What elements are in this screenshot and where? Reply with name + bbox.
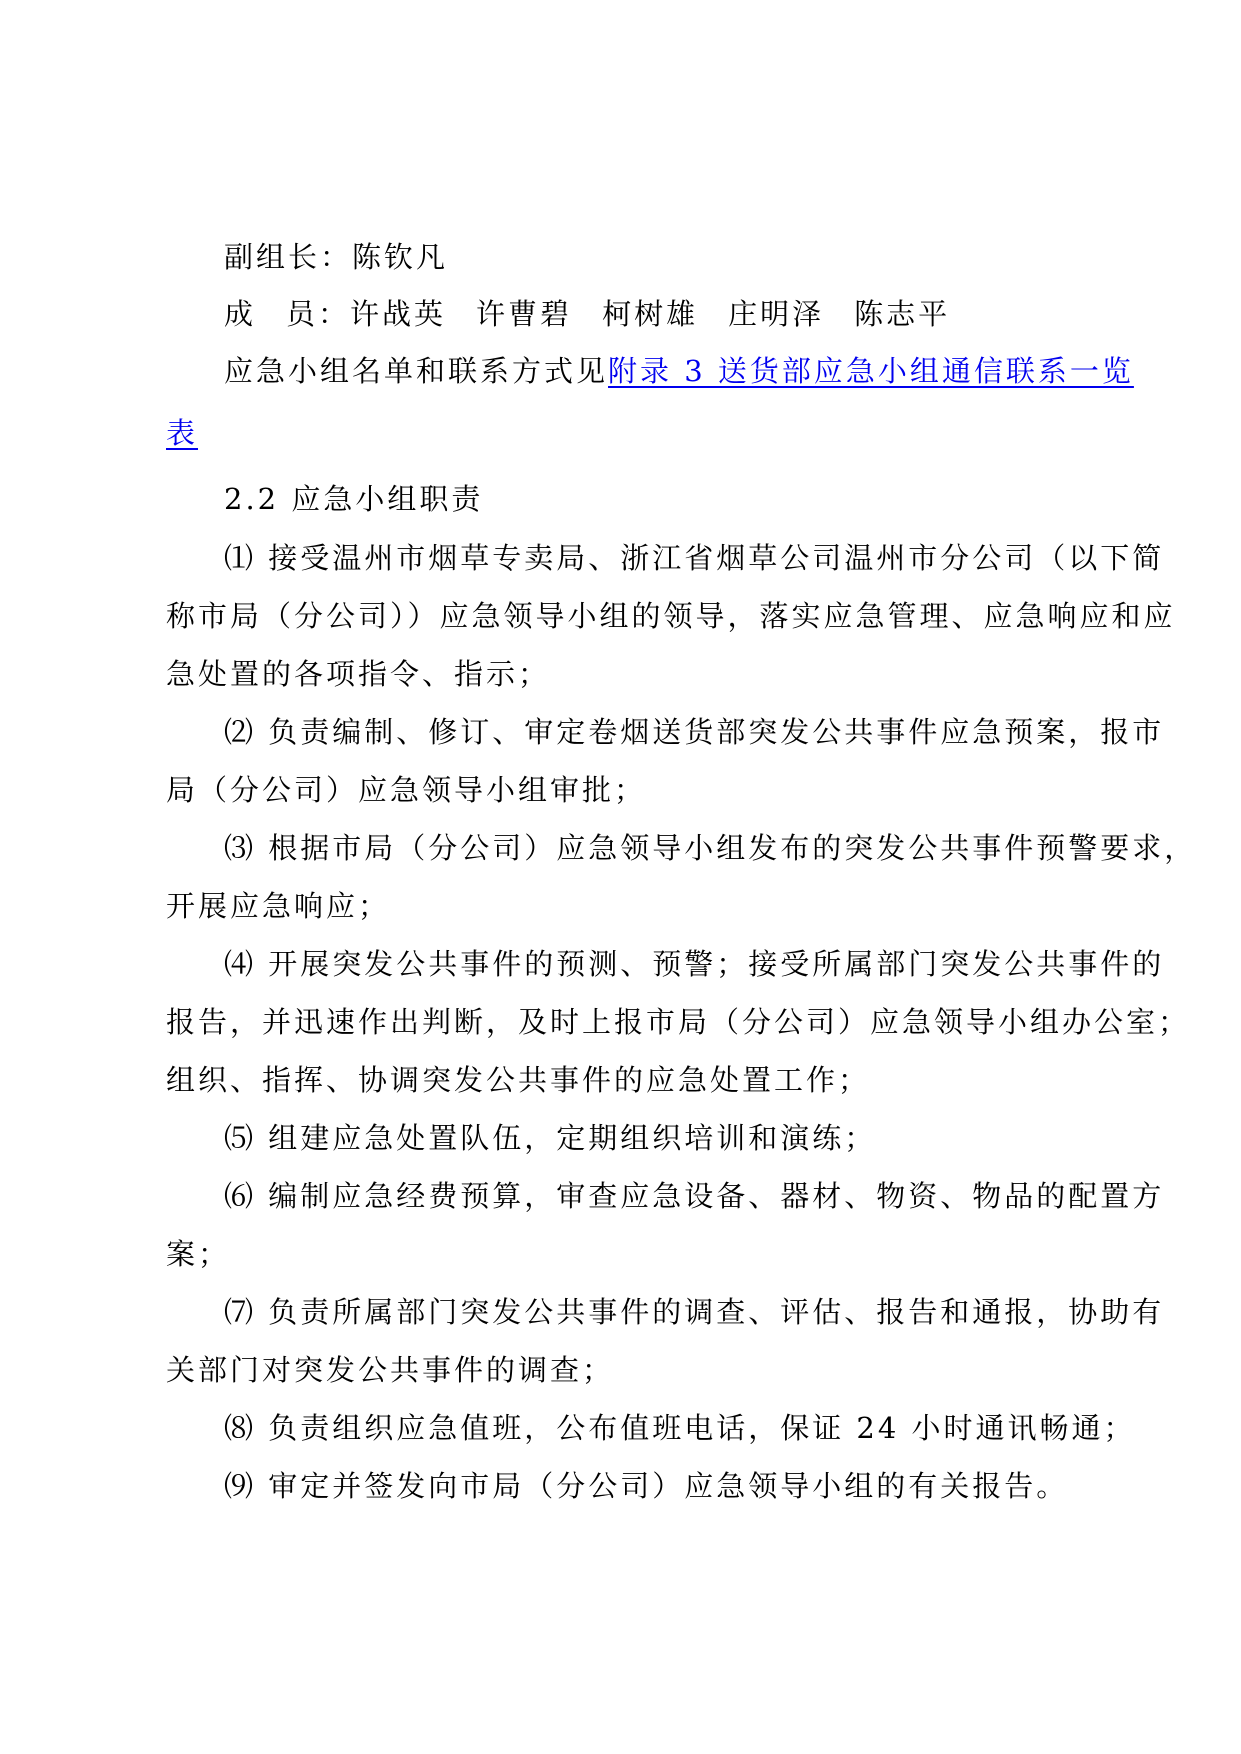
paragraph-line: 局（分公司）应急领导小组审批； [166, 773, 647, 807]
contact-line [224, 351, 1134, 391]
paragraph-line: 案； [166, 1237, 231, 1271]
paragraph-line: ⑸ 组建应急处置队伍，定期组织培训和演练； [224, 1121, 877, 1155]
paragraph-line: ⑴ 接受温州市烟草专卖局、浙江省烟草公司温州市分公司（以下简 [224, 541, 1165, 575]
member-name: 许战英 [350, 297, 447, 331]
member-name: 陈志平 [854, 297, 951, 331]
paragraph-line: 称市局（分公司））应急领导小组的领导，落实应急管理、应急响应和应 [166, 599, 1176, 633]
section-title: 2.2 应急小组职责 [224, 482, 484, 516]
paragraph-line: ⑹ 编制应急经费预算，审查应急设备、器材、物资、物品的配置方 [224, 1179, 1165, 1213]
contact-link-continuation [166, 413, 198, 453]
paragraph-line: ⑵ 负责编制、修订、审定卷烟送货部突发公共事件应急预案，报市 [224, 715, 1165, 749]
paragraph-line: ⑺ 负责所属部门突发公共事件的调查、评估、报告和通报，协助有 [224, 1295, 1165, 1329]
paragraph-line: 急处置的各项指令、指示； [166, 657, 551, 691]
paragraph-line: ⑻ 负责组织应急值班，公布值班电话，保证 24 小时通讯畅通； [224, 1411, 1136, 1445]
members-label-b: 员： [286, 297, 351, 331]
member-name: 柯树雄 [602, 297, 699, 331]
member-name: 许曹碧 [476, 297, 573, 331]
vice-leader-name: 陈钦凡 [352, 240, 449, 274]
appendix-link-continuation[interactable]: 表 [166, 416, 199, 450]
vice-leader-line [224, 237, 448, 277]
members-label-a: 成 [224, 297, 257, 331]
contact-prefix: 应急小组名单和联系方式见 [224, 354, 609, 388]
appendix-link[interactable]: 附录 3 送货部应急小组通信联系一览 [608, 354, 1134, 388]
paragraph-line: ⑶ 根据市局（分公司）应急领导小组发布的突发公共事件预警要求， [224, 831, 1197, 865]
paragraph-line: ⑼ 审定并签发向市局（分公司）应急领导小组的有关报告。 [224, 1469, 1069, 1503]
vice-leader-label: 副组长： [224, 240, 353, 274]
paragraph-line: ⑷ 开展突发公共事件的预测、预警；接受所属部门突发公共事件的 [224, 947, 1165, 981]
paragraph-line: 开展应急响应； [166, 889, 391, 923]
members-line [224, 294, 950, 334]
member-name: 庄明泽 [728, 297, 825, 331]
paragraph-line: 报告，并迅速作出判断，及时上报市局（分公司）应急领导小组办公室； [166, 1005, 1191, 1039]
paragraph-line: 关部门对突发公共事件的调查； [166, 1353, 615, 1387]
paragraph-line: 组织、指挥、协调突发公共事件的应急处置工作； [166, 1063, 871, 1097]
